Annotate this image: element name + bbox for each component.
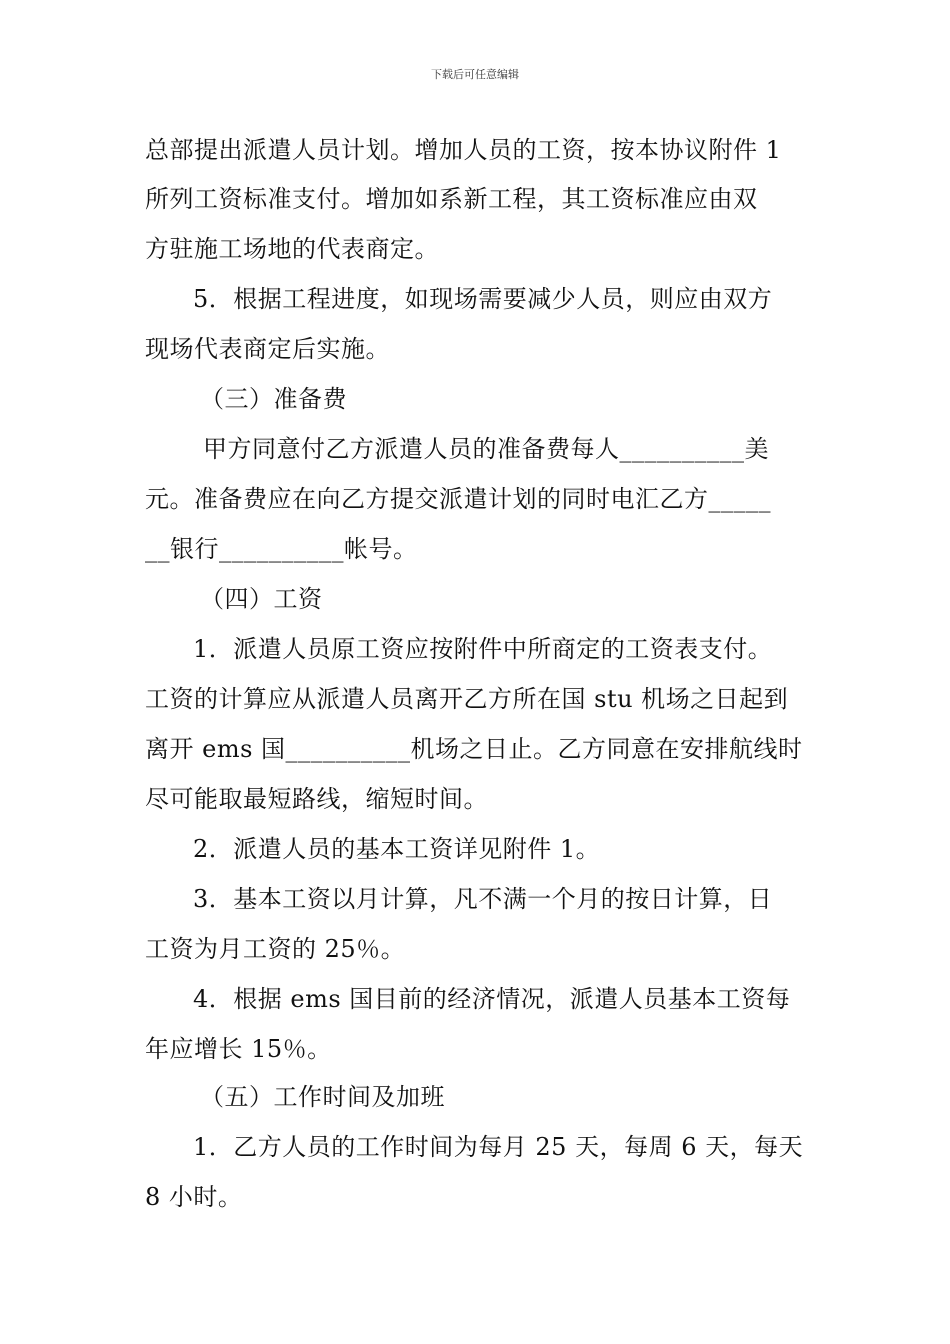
paragraph-line-12: 尽可能取最短路线，缩短时间。 xyxy=(145,785,488,813)
paragraph-line-19: 8 小时。 xyxy=(145,1183,243,1211)
paragraph-line-4: 5．根据工程进度，如现场需要减少人员，则应由双方 xyxy=(193,285,773,313)
paragraph-line-8: __银行__________帐号。 xyxy=(145,535,418,563)
paragraph-line-10: 工资的计算应从派遣人员离开乙方所在国 stu 机场之日起到 xyxy=(145,685,789,713)
paragraph-line-17: 年应增长 15％。 xyxy=(145,1035,332,1063)
paragraph-line-3: 方驻施工场地的代表商定。 xyxy=(145,235,439,263)
paragraph-line-18: 1．乙方人员的工作时间为每月 25 天，每周 6 天，每天 xyxy=(193,1133,804,1161)
paragraph-line-5: 现场代表商定后实施。 xyxy=(145,335,390,363)
paragraph-line-1: 总部提出派遣人员计划。增加人员的工资，按本协议附件 1 xyxy=(145,136,782,164)
paragraph-line-2: 所列工资标准支付。增加如系新工程，其工资标准应由双 xyxy=(145,185,758,213)
section-heading-3: （三）准备费 xyxy=(200,385,347,413)
paragraph-line-9: 1．派遣人员原工资应按附件中所商定的工资表支付。 xyxy=(193,635,773,663)
paragraph-line-14: 3．基本工资以月计算，凡不满一个月的按日计算，日 xyxy=(193,885,773,913)
section-heading-5: （五）工作时间及加班 xyxy=(200,1083,445,1111)
paragraph-line-15: 工资为月工资的 25％。 xyxy=(145,935,406,963)
paragraph-line-13: 2．派遣人员的基本工资详见附件 1。 xyxy=(193,835,601,863)
paragraph-line-11: 离开 ems 国__________机场之日止。乙方同意在安排航线时 xyxy=(145,735,803,763)
paragraph-line-7: 元。准备费应在向乙方提交派遣计划的同时电汇乙方_____ xyxy=(145,485,771,513)
paragraph-line-6: 甲方同意付乙方派遣人员的准备费每人__________美 xyxy=(203,435,769,463)
section-heading-4: （四）工资 xyxy=(200,585,323,613)
page-header: 下载后可任意编辑 xyxy=(431,68,519,81)
paragraph-line-16: 4．根据 ems 国目前的经济情况，派遣人员基本工资每 xyxy=(193,985,791,1013)
